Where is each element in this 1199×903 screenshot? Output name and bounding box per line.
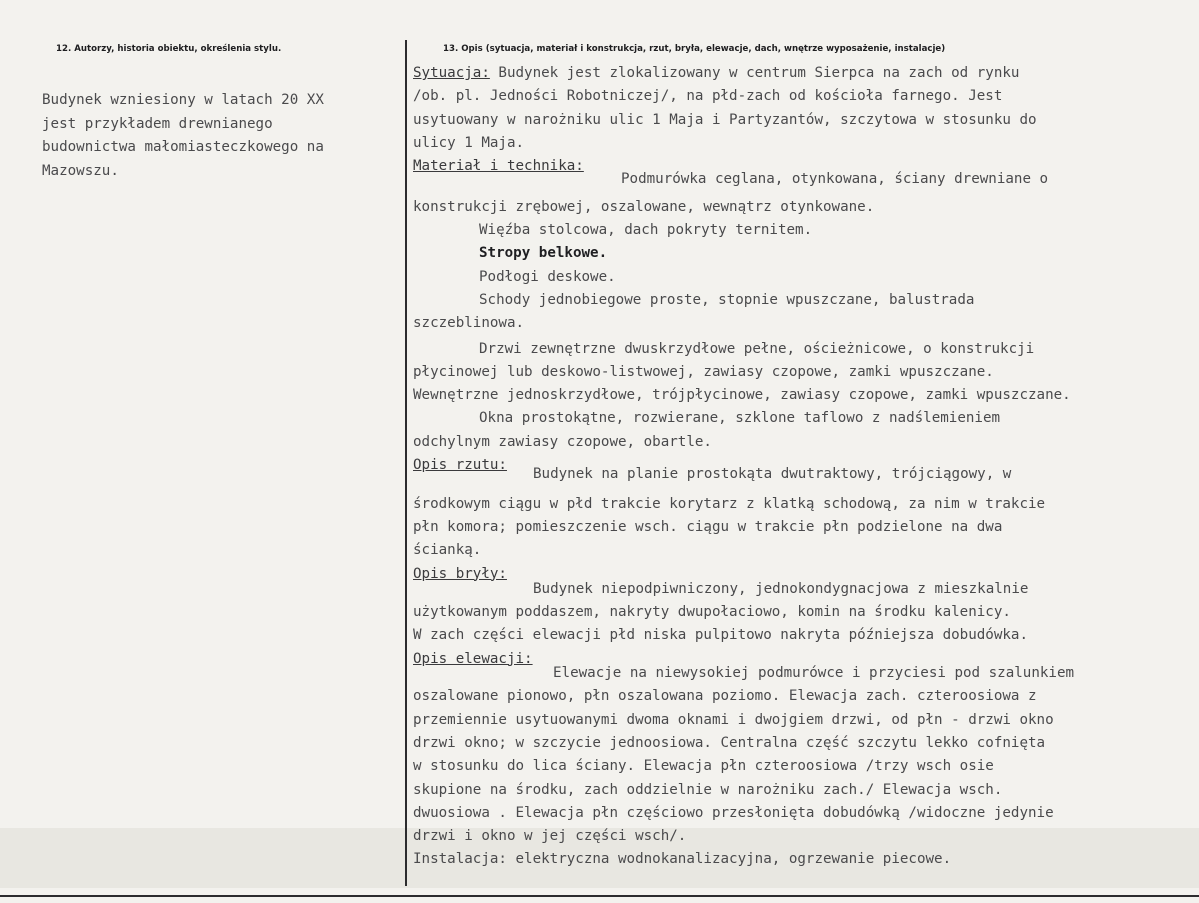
elevation-heading: Opis elewacji: [413,650,533,667]
material-line: Okna prostokątne, rozwierane, szklone taflowo z nadślemieniem [479,410,1001,427]
plan-line: Budynek na planie prostokąta dwutraktowy, trójciągowy, w [533,466,1012,483]
elevation-line: drzwi okno; w szczycie jednoosiowa. Centralna część szczytu lekko cofnięta [413,734,1046,751]
material-line: Stropy belkowe. [479,245,608,262]
bottom-rule [0,895,1199,897]
elevation-line: drzwi i okno w jej części wsch/. [413,828,687,845]
mass-line: użytkowanym poddaszem, nakryty dwupołaciowo, komin na środku kalenicy. [413,604,1011,621]
plan-line: środkowym ciągu w płd trakcie korytarz z klatką schodową, za nim w trakcie [413,495,1046,512]
material-line: konstrukcji zrębowej, oszalowane, wewnątrz otynkowane. [413,198,875,215]
material-heading: Materiał i technika: [413,158,584,175]
mass-line: W zach części elewacji płd niska pulpitowo nakryta późniejsza dobudówka. [413,627,1028,644]
material-line: płycinowej lub deskowo-listwowej, zawiasy czopowe, zamki wpuszczane. [413,363,994,380]
plan-line: ścianką. [413,542,482,559]
history-line: Mazowszu. [42,162,119,179]
situation-line: ulicy 1 Maja. [413,134,525,151]
situation-line: usytuowany w narożniku ulic 1 Maja i Partyzantów, szczytowa w stosunku do [413,111,1037,128]
material-line: odchylnym zawiasy czopowe, obartle. [413,433,712,450]
elevation-line: dwuosiowa . Elewacja płn częściowo przesłonięta dobudówką /widoczne jedynie [413,804,1054,821]
elevation-line: oszalowane pionowo, płn oszalowana poziomo. Elewacja zach. czteroosiowa z [413,688,1037,705]
installation-line: Instalacja: elektryczna wodnokanalizacyjna, ogrzewanie piecowe. [413,851,952,868]
material-line: Schody jednobiegowe proste, stopnie wpuszczane, balustrada [479,291,975,308]
mass-line: Budynek niepodpiwniczony, jednokondygnacjowa z mieszkalnie [533,580,1029,597]
right-column-header: 13. Opis (sytuacja, materiał i konstrukcja, rzut, bryła, elewacje, dach, wnętrze wyposażenie, instalacje) [443,44,946,54]
elevation-line: przemiennie usytuowanymi dwoma oknami i dwojgiem drzwi, od płn - drzwi okno [413,711,1054,728]
description-text [413,62,1199,872]
material-line: Podłogi deskowe. [479,268,616,285]
elevation-line: skupione na środku, zach oddzielnie w narożniku zach./ Elewacja wsch. [413,781,1003,798]
material-line: Wewnętrzne jednoskrzydłowe, trójpłycinowe, zawiasy czopowe, zamki wpuszczane. [413,387,1071,404]
history-line: budownictwa małomiasteczkowego na [42,139,324,155]
elevation-line: Elewacje na niewysokiej podmurówce i przyciesi pod szalunkiem [553,665,1075,682]
history-line: Budynek wzniesiony w latach 20 XX [42,92,324,108]
situation-first-line [413,62,1199,85]
situation-line: Budynek jest zlokalizowany w centrum Sierpca na zach od rynku [489,65,1020,81]
history-text [42,89,392,183]
situation-heading: Sytuacja: [413,65,490,81]
material-line: Więźba stolcowa, dach pokryty ternitem. [479,222,813,239]
material-line: Podmurówka ceglana, otynkowana, ściany drewniane o [621,171,1049,188]
elevation-line: w stosunku do lica ściany. Elewacja płn czteroosiowa /trzy wsch osie [413,758,994,775]
mass-heading: Opis bryły: [413,565,507,582]
left-column-header: 12. Autorzy, historia obiektu, określenia stylu. [56,44,282,54]
situation-line: /ob. pl. Jedności Robotniczej/, na płd-zach od kościoła farnego. Jest [413,88,1003,105]
plan-heading: Opis rzutu: [413,457,507,474]
plan-line: płn komora; pomieszczenie wsch. ciągu w trakcie płn podzielone na dwa [413,518,1003,535]
material-line: szczeblinowa. [413,315,525,332]
history-line: jest przykładem drewnianego [42,115,273,132]
material-line: Drzwi zewnętrzne dwuskrzydłowe pełne, ościeżnicowe, o konstrukcji [479,340,1035,357]
column-divider [405,40,407,886]
